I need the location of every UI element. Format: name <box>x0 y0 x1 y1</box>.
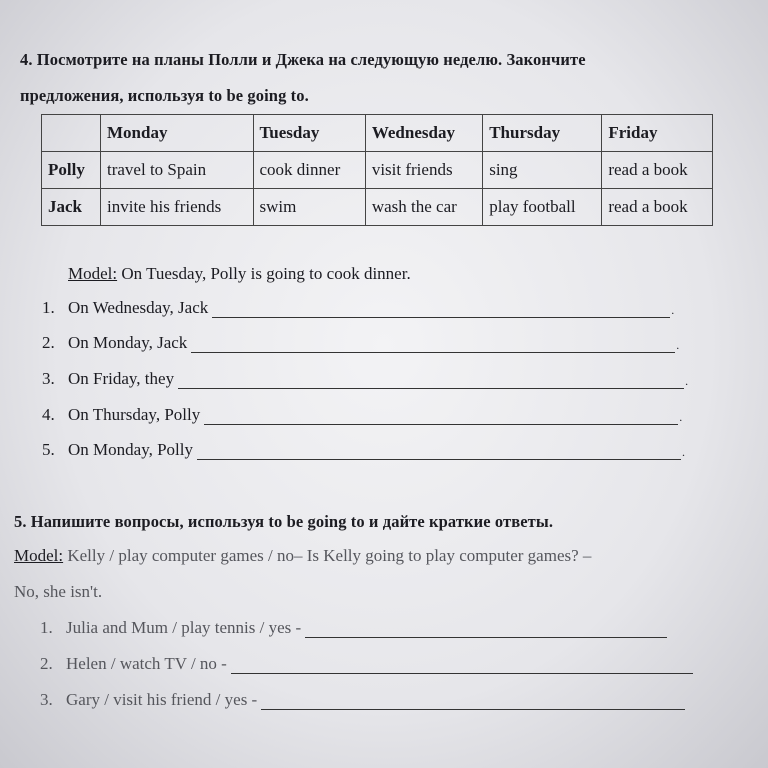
answer-line[interactable] <box>178 372 684 389</box>
table-cell: wash the car <box>365 189 482 226</box>
task4-title-line2: предложения, используя to be going to. <box>20 86 309 105</box>
answer-line[interactable] <box>261 693 685 710</box>
task4-exercise-1: 1. On Wednesday, Jack . <box>42 298 675 317</box>
plans-table <box>41 114 713 226</box>
header-monday: Monday <box>101 115 254 152</box>
exercise-text: On Thursday, Polly <box>68 405 201 424</box>
task4-exercise-2: 2. On Monday, Jack . <box>42 333 680 352</box>
answer-line[interactable] <box>197 443 681 460</box>
exercise-number: 1. <box>40 618 53 637</box>
exercise-number: 3. <box>40 690 53 709</box>
table-row <box>42 189 713 226</box>
answer-line[interactable] <box>305 621 667 638</box>
table-cell: swim <box>253 189 365 226</box>
task5-exercise-2 <box>40 654 693 674</box>
answer-line[interactable] <box>212 301 670 318</box>
answer-line[interactable] <box>204 408 678 425</box>
table-cell: read a book <box>602 152 713 189</box>
table-cell: sing <box>483 152 602 189</box>
task5-model <box>14 546 591 566</box>
table-cell: cook dinner <box>253 152 365 189</box>
answer-line[interactable] <box>191 336 675 353</box>
answer-line[interactable] <box>231 657 693 674</box>
exercise-number: 4. <box>42 405 55 424</box>
table-cell: travel to Spain <box>101 152 254 189</box>
exercise-number: 1. <box>42 298 55 317</box>
table-header-row <box>42 115 713 152</box>
exercise-text: Gary / visit his friend / yes - <box>66 690 258 709</box>
task5-exercise-1 <box>40 618 667 638</box>
exercise-text: On Monday, Polly <box>68 440 193 459</box>
task4-exercise-4: 4. On Thursday, Polly . <box>42 405 683 424</box>
table-corner-cell <box>42 115 101 152</box>
exercise-text: Helen / watch TV / no - <box>66 654 227 673</box>
exercise-text: On Wednesday, Jack <box>68 298 209 317</box>
exercise-text: On Friday, they <box>68 369 175 388</box>
header-thursday: Thursday <box>483 115 602 152</box>
table-cell: visit friends <box>365 152 482 189</box>
table-cell: read a book <box>602 189 713 226</box>
row-name-jack: Jack <box>42 189 101 226</box>
exercise-number: 2. <box>42 333 55 352</box>
table-row <box>42 152 713 189</box>
header-friday: Friday <box>602 115 713 152</box>
task4-model-label: Model: <box>68 264 118 283</box>
task4-model-text: On Tuesday, Polly is going to cook dinner. <box>121 264 411 283</box>
task4-model <box>68 264 411 284</box>
exercise-text: On Monday, Jack <box>68 333 188 352</box>
exercise-number: 3. <box>42 369 55 388</box>
exercise-number: 5. <box>42 440 55 459</box>
exercise-number: 2. <box>40 654 53 673</box>
task4-exercise-5: 5. On Monday, Polly . <box>42 440 685 459</box>
table-cell: invite his friends <box>101 189 254 226</box>
exercise-text: Julia and Mum / play tennis / yes - <box>66 618 302 637</box>
header-tuesday: Tuesday <box>253 115 365 152</box>
task5-model-label: Model: <box>14 546 64 565</box>
task4-title-line1: 4. Посмотрите на планы Полли и Джека на следующую неделю. Закончите <box>20 50 586 69</box>
header-wednesday: Wednesday <box>365 115 482 152</box>
task5-model-text: Kelly / play computer games / no– Is Kelly going to play computer games? – <box>67 546 592 565</box>
row-name-polly: Polly <box>42 152 101 189</box>
task5-exercise-3 <box>40 690 685 710</box>
table-cell: play football <box>483 189 602 226</box>
task5-model-answer: No, she isn't. <box>14 582 103 601</box>
task5-title: 5. Напишите вопросы, используя to be going to и дайте краткие ответы. <box>14 512 554 531</box>
task4-exercise-3: 3. On Friday, they . <box>42 369 689 388</box>
